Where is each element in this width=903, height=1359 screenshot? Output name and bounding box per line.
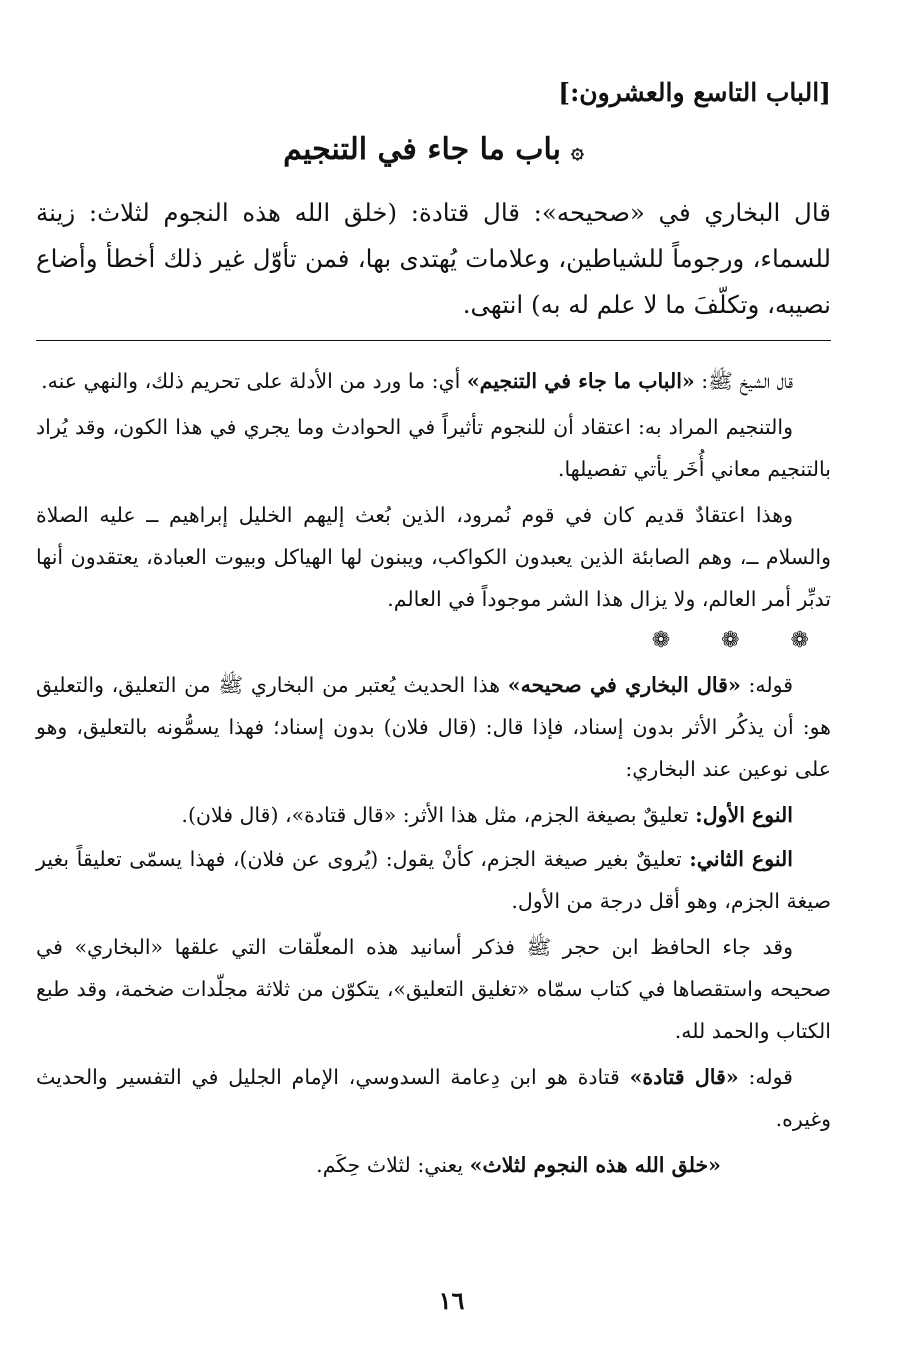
paragraph-lead: قال الشيخ ﷺ:	[694, 369, 793, 393]
commentary-paragraph: وهذا اعتقادٌ قديم كان في قوم نُمرود، الذين بُعث إليهم الخليل إبراهيم ــ عليه الصلاة والسلام ــ، وهم الصابئة الذين يعبدون الكواكب، ويبنون لها الهياكل وبيوت العبادة، يعتقدون أنها تدبِّر أمر العالم، ولا يزال هذا الشر موجوداً في العالم.	[36, 503, 831, 611]
paragraph-text: أي: ما ورد من الأدلة على تحريم ذلك، والنهي عنه.	[41, 369, 467, 393]
paragraph-text: قتادة هو ابن دِعامة السدوسي، الإمام الجليل في التفسير والحديث وغيره.	[36, 1065, 831, 1131]
page-number: ١٦	[438, 1286, 465, 1315]
commentary-paragraph	[36, 664, 831, 790]
paragraph-lead: قوله:	[740, 673, 794, 697]
divider-line	[36, 340, 831, 341]
chapter-label: [الباب التاسع والعشرون:]	[558, 78, 831, 107]
matn-text: قال البخاري في «صحيحه»: قال قتادة: (خلق الله هذه النجوم لثلاث: زينة للسماء، ورجوماً للشياطين، وعلامات يُهتدى بها، فمن تأوّل غير ذلك أخطأ وأضاع نصيبه، وتكلّفَ ما لا علم له به) انتهى.	[36, 198, 831, 319]
paragraph-lead: قوله:	[738, 1065, 793, 1089]
quoted-heading: «خلق الله هذه النجوم لثلاث»	[469, 1153, 721, 1177]
commentary	[36, 360, 831, 1190]
type-heading: النوع الأول:	[695, 803, 793, 827]
ornament-divider: ❁ ❁ ❁	[651, 628, 831, 653]
paragraph-text: يعني: لثلاث حِكَم.	[316, 1153, 470, 1177]
rub-el-hizb-icon: ۞	[570, 138, 584, 164]
commentary-paragraph	[36, 794, 831, 836]
type-heading: النوع الثاني:	[689, 847, 793, 871]
section-title-text: باب ما جاء في التنجيم	[283, 132, 561, 167]
commentary-paragraph	[36, 1056, 831, 1140]
commentary-paragraph	[36, 360, 831, 402]
section-title	[36, 132, 831, 167]
commentary-paragraph	[36, 1144, 831, 1186]
quoted-heading: «قال البخاري في صحيحه»	[507, 673, 741, 697]
commentary-paragraph: وقد جاء الحافظ ابن حجر ﷺ فذكر أسانيد هذه المعلّقات التي علقها «البخاري» في صحيحه واستقصاها في كتاب سمّاه «تغليق التعليق»، يتكوّن من ثلاثة مجلّدات ضخمة، وقد طبع الكتاب والحمد لله.	[36, 935, 831, 1043]
commentary-paragraph	[36, 838, 831, 922]
paragraph-text: تعليقٌ بصيغة الجزم، مثل هذا الأثر: «قال قتادة»، (قال فلان).	[181, 803, 696, 827]
quoted-heading: «الباب ما جاء في التنجيم»	[466, 369, 695, 393]
paragraph-text: هذا الحديث يُعتبر من البخاري ﷺ من التعليق، والتعليق هو: أن يذكُر الأثر بدون إسناد، فإذا قال: (قال فلان) بدون إسناد؛ فهذا يسمُّونه بالتعليق، وهو على نوعين عند البخاري:	[36, 673, 831, 781]
paragraph-text: تعليقٌ بغير صيغة الجزم، كأنْ يقول: (يُروى عن فلان)، فهذا يسمّى تعليقاً بغير صيغة الجزم، وهو أقل درجة من الأول.	[36, 847, 831, 913]
commentary-paragraph: والتنجيم المراد به: اعتقاد أن للنجوم تأثيراً في الحوادث وما يجري في هذا الكون، وقد يُراد بالتنجيم معاني أُخَر يأتي تفصيلها.	[36, 415, 831, 481]
quoted-heading: «قال قتادة»	[629, 1065, 739, 1089]
